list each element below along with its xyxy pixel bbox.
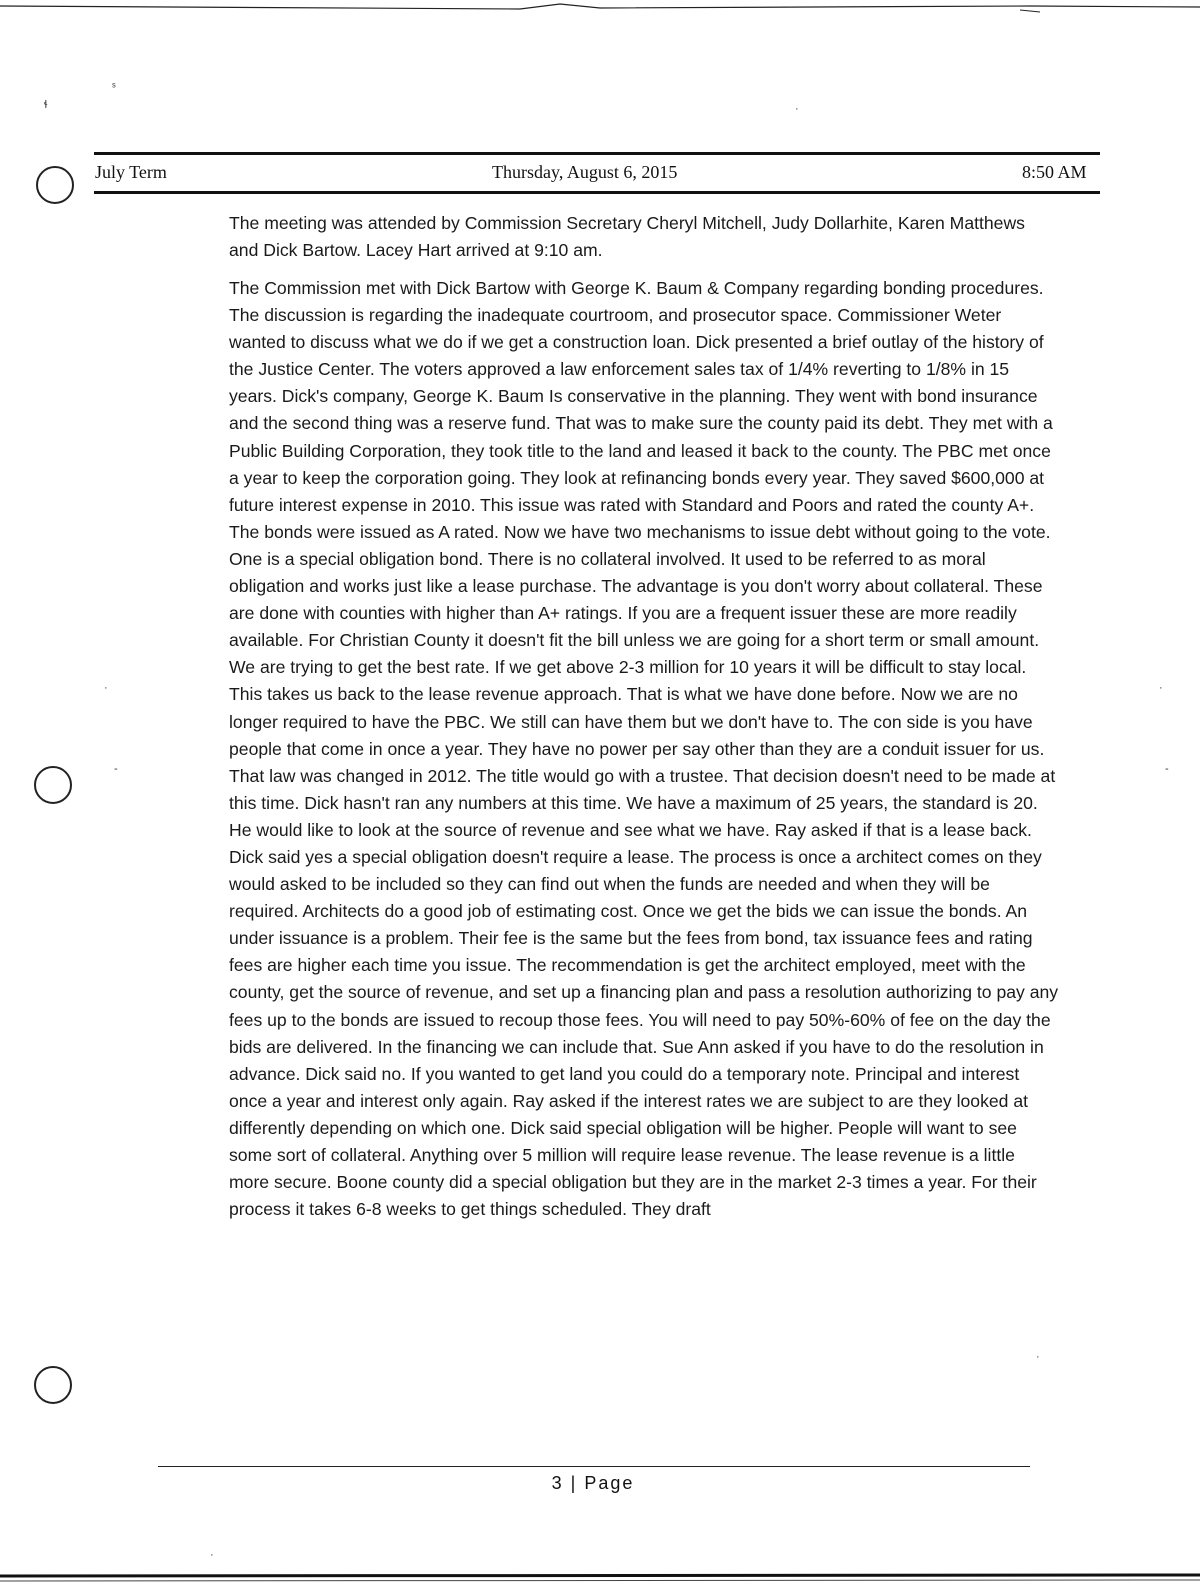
- scan-speck: -: [114, 763, 118, 775]
- scan-speck: -: [1165, 763, 1169, 775]
- scan-speck: ·: [104, 682, 108, 694]
- scan-speck: ·: [795, 103, 799, 115]
- page-number: 3 | Page: [551, 1473, 635, 1493]
- scan-speck: ɬ: [44, 99, 48, 111]
- term-label: July Term: [95, 162, 167, 182]
- scan-speck: ·: [1159, 682, 1163, 694]
- meeting-time: 8:50 AM: [1022, 162, 1087, 182]
- scan-edge-top: [0, 0, 1200, 18]
- scan-speck: ·: [210, 1549, 214, 1561]
- attendance-paragraph: The meeting was attended by Commission Secretary Cheryl Mitchell, Judy Dollarhite, Karen Matthews and Dick Bartow. Lacey Hart arrived at 9:10 am.: [229, 213, 1025, 261]
- scan-edge-bottom: [0, 1560, 1200, 1584]
- binder-hole-middle: [34, 766, 72, 804]
- footer-rule: [158, 1466, 1030, 1467]
- header-rule-top: [94, 152, 1100, 155]
- binder-hole-top: [36, 166, 74, 204]
- scan-speck: ·: [1036, 1351, 1040, 1363]
- meeting-date: Thursday, August 6, 2015: [492, 162, 678, 182]
- binder-hole-bottom: [34, 1366, 72, 1404]
- bonding-discussion-paragraph: The Commission met with Dick Bartow with George K. Baum & Company regarding bonding procedures. The discussion is regarding the inadequate courtroom, and prosecutor space. Commissioner Weter wanted to discuss what we do if we get a construction loan. Dick presented a brief outlay of the history of the Justice Center. The voters approved a law enforcement sales tax of 1/4% reverting to 1/8% in 15 years. Dick's company, George K. Baum Is conservative in the planning. They went with bond insurance and the second thing was a reserve fund. That was to make sure the county paid its debt. They met with a Public Building Corporation, they took title to the land and leased it back to the county. The PBC met once a year to keep the corporation going. They look at refinancing bonds every year. They saved $600,000 at future interest expense in 2010. This issue was rated with Standard and Poors and rated the county A+. The bonds were issued as A rated. Now we have two mechanisms to issue debt without going to the vote. One is a special obligation bond. There is no collateral involved. It used to be referred to as moral obligation and works just like a lease purchase. The advantage is you don't worry about collateral. These are done with counties with higher than A+ ratings. If you are a frequent issuer these are more readily available. For Christian County it doesn't fit the bill unless we are going for a short term or small amount. We are trying to get the best rate. If we get above 2-3 million for 10 years it will be difficult to stay local. This takes us back to the lease revenue approach. That is what we have done before. Now we are no longer required to have the PBC. We still can have them but we don't have to. The con side is you have people that come in once a year. They have no power per say other than they are a conduit issuer for us. That law was changed in 2012. The title would go with a trustee. That decision doesn't need to be made at this time. Dick hasn't ran any numbers at this time. We have a maximum of 25 years, the standard is 20. He would like to look at the source of revenue and see what we have. Ray asked if that is a lease back. Dick said yes a special obligation doesn't require a lease. The process is once a architect comes on they would asked to be included so they can find out when the funds are needed and when they will be required. Architects do a good job of estimating cost. Once we get the bids we can issue the bonds. An under issuance is a problem. Their fee is the same but the fees from bond, tax issuance fees and rating fees are higher each time you issue. The recommendation is get the architect employed, meet with the county, get the source of revenue, and set up a financing plan and pass a resolution authorizing to pay any fees up to the bonds are issued to recoup those fees. You will need to pay 50%-60% of fee on the day the bids are delivered. In the financing we can include that. Sue Ann asked if you have to do the resolution in advance. Dick said no. If you wanted to get land you could do a temporary note. Principal and interest once a year and interest only again. Ray asked if the interest rates we are subject to are they looked at differently depending on which one. Dick said special obligation will be higher. People will want to see some sort of collateral. Anything over 5 million will require lease revenue. The lease revenue is a little more secure. Boone county did a special obligation but they are in the market 2-3 times a year. For their process it takes 6-8 weeks to get things scheduled. They draft: [229, 278, 1059, 1220]
- scan-speck: ˢ: [112, 81, 116, 93]
- header-rule-bottom: [94, 191, 1100, 194]
